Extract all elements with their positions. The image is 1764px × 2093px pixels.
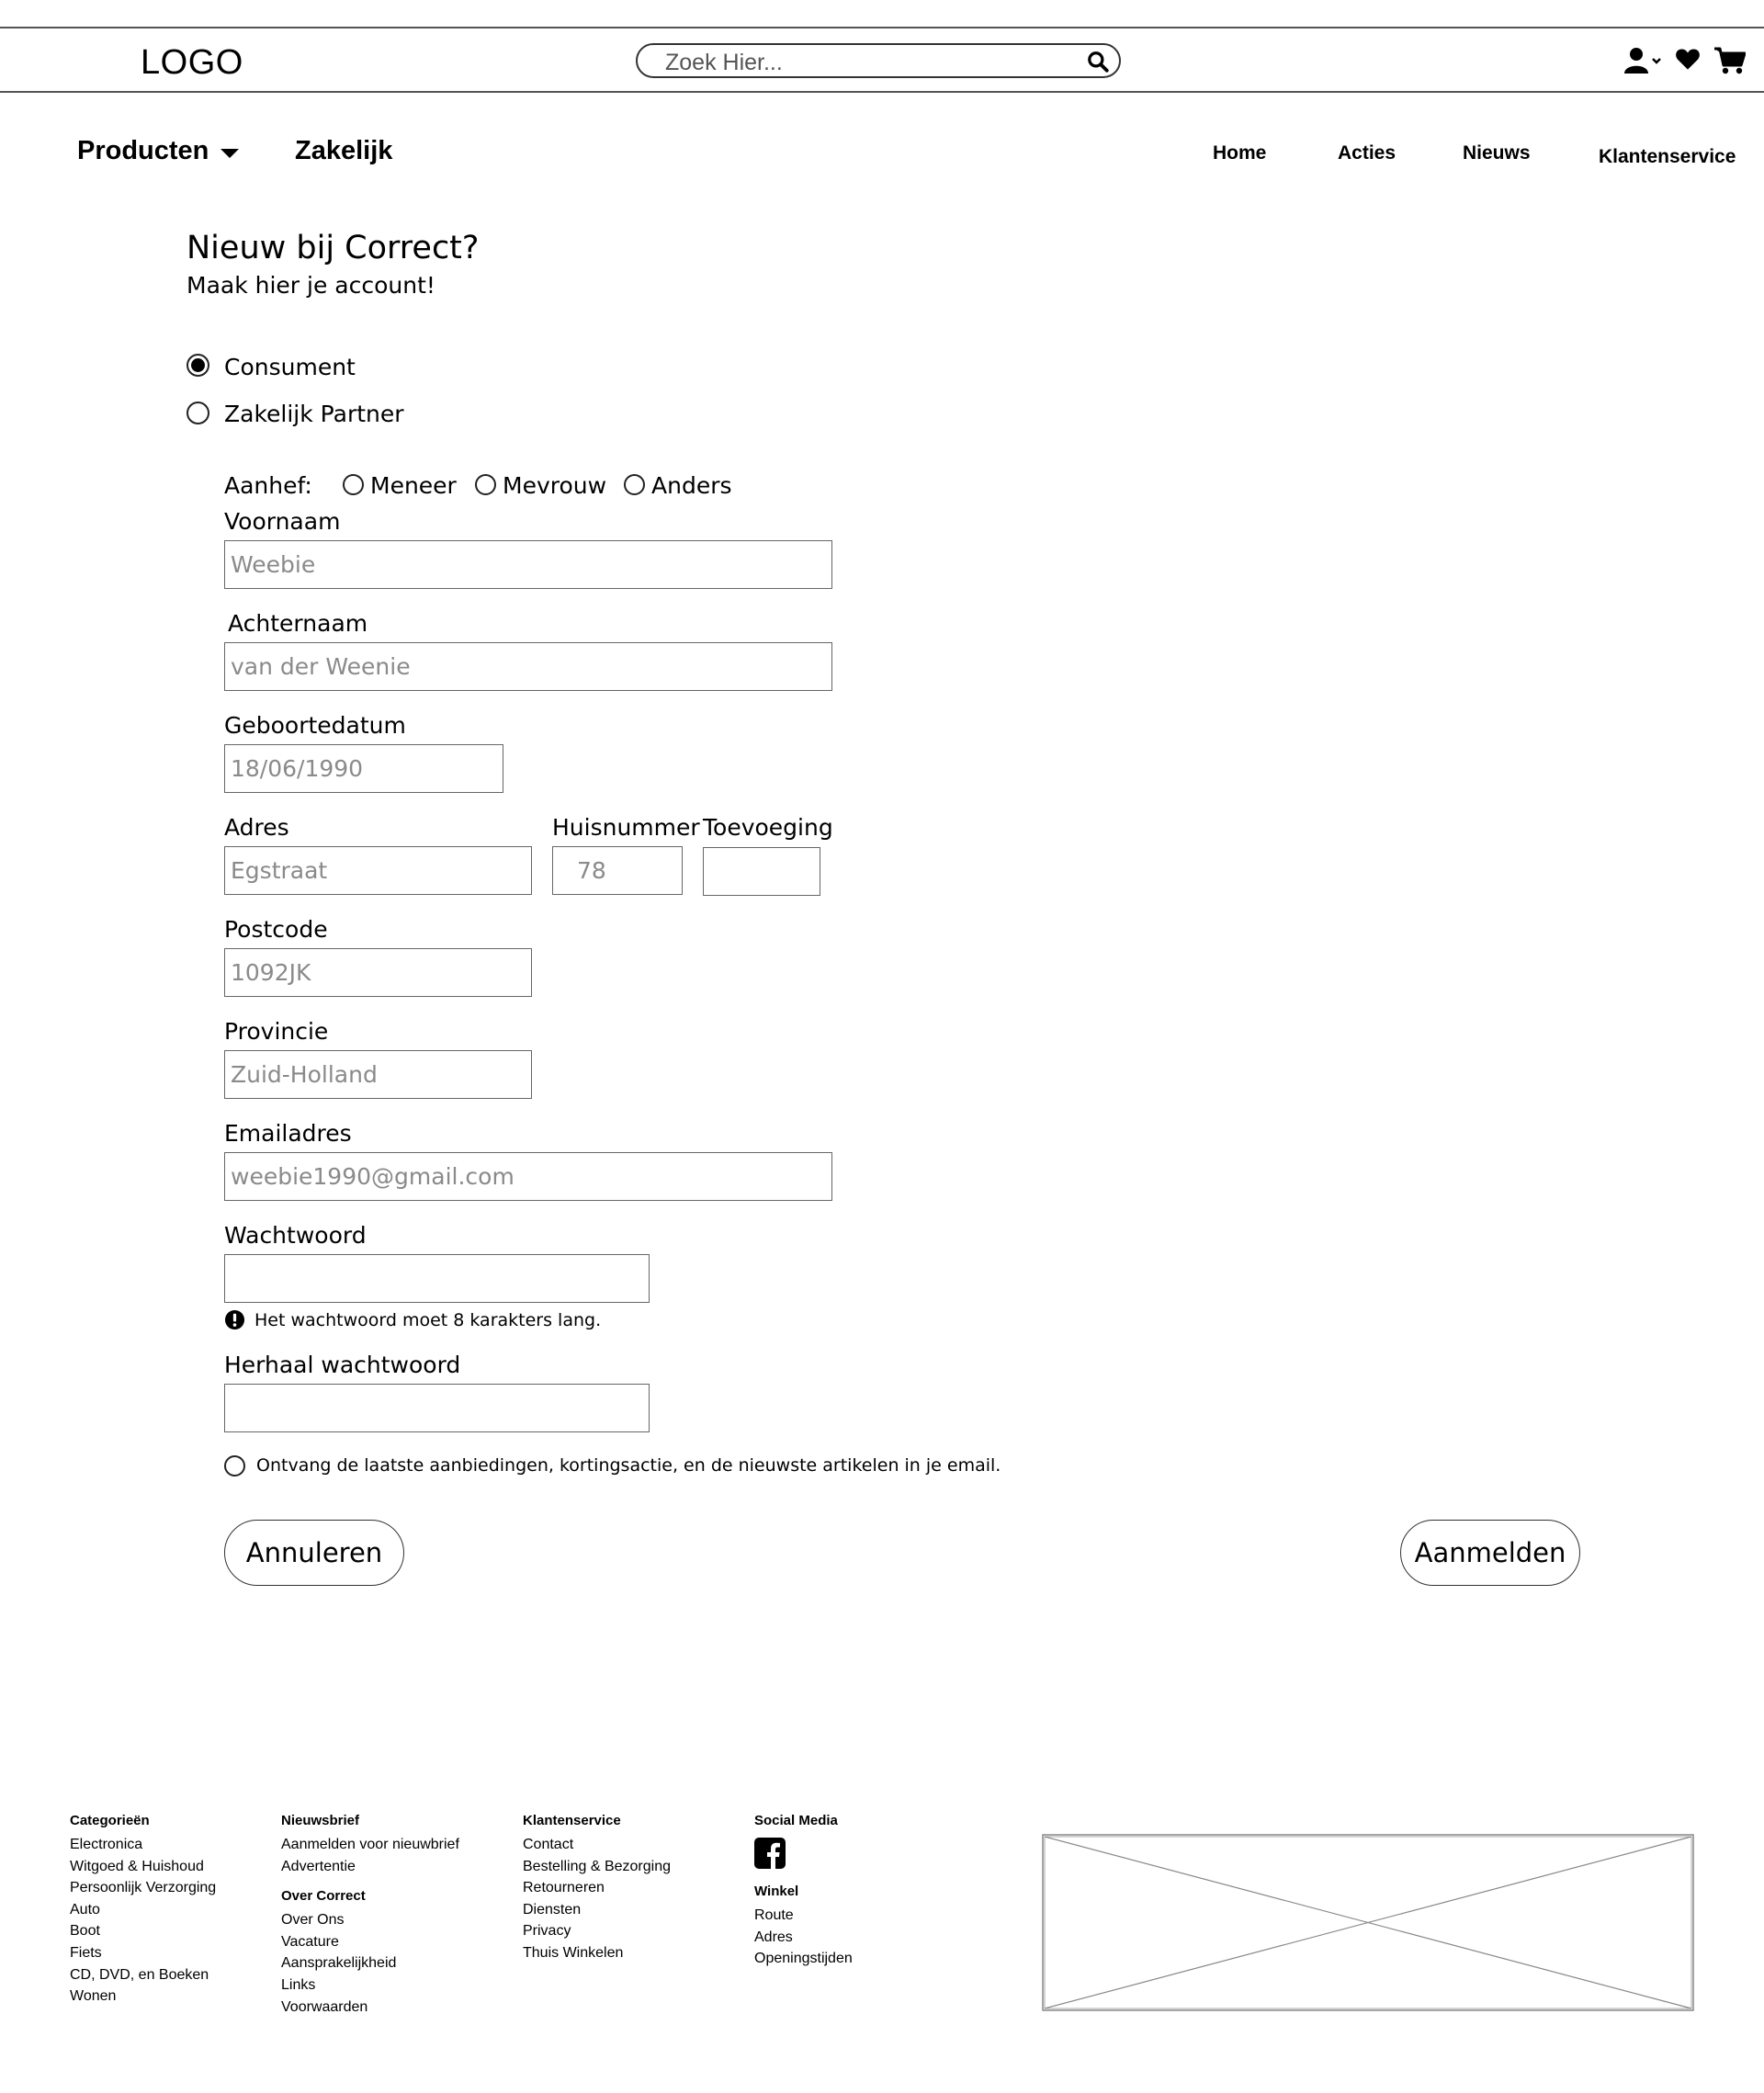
image-placeholder	[1042, 1834, 1694, 2011]
footer-categories	[70, 1813, 216, 2008]
nav-producten-label: Producten	[77, 136, 209, 165]
mevrouw-label: Mevrouw	[503, 472, 607, 499]
alert-icon	[224, 1309, 245, 1330]
postcode-label: Postcode	[224, 916, 328, 943]
aanhef-label: Aanhef:	[224, 472, 312, 499]
footer-link[interactable]: Contact	[523, 1837, 574, 1852]
achternaam-label: Achternaam	[228, 610, 368, 637]
heart-icon[interactable]	[1675, 47, 1701, 71]
voornaam-label: Voornaam	[224, 508, 341, 535]
footer-link[interactable]: Over Ons	[281, 1912, 345, 1929]
footer-link[interactable]: Vacature	[281, 1933, 339, 1950]
footer-link[interactable]: Advertentie	[281, 1858, 356, 1874]
anders-label: Anders	[651, 472, 732, 499]
footer-link[interactable]: Persoonlijk Verzorging	[70, 1880, 217, 1896]
footer-link[interactable]: Privacy	[523, 1923, 571, 1940]
facebook-icon[interactable]	[754, 1838, 786, 1869]
adres-input[interactable]: Egstraat	[224, 846, 532, 895]
herhaal-wachtwoord-label: Herhaal wachtwoord	[224, 1352, 461, 1378]
toevoeging-label: Toevoeging	[703, 814, 833, 841]
newsletter-radio[interactable]	[224, 1455, 245, 1476]
newsletter-label: Ontvang de laatste aanbiedingen, kortingsactie, en de nieuwste artikelen in je email.	[256, 1455, 1001, 1476]
footer-categories-heading: Categorieën	[70, 1813, 150, 1828]
provincie-input[interactable]: Zuid-Holland	[224, 1050, 532, 1099]
herhaal-wachtwoord-input[interactable]	[224, 1384, 650, 1432]
page-title: Nieuw bij Correct?	[187, 230, 480, 266]
meneer-radio[interactable]	[343, 474, 364, 495]
email-input[interactable]: weebie1990@gmail.com	[224, 1152, 832, 1201]
footer-store-heading: Winkel	[754, 1884, 799, 1899]
footer-link[interactable]: Electronica	[70, 1837, 143, 1852]
footer-social	[754, 1813, 853, 1970]
adres-label: Adres	[224, 814, 289, 841]
footer-newsletter-heading: Nieuwsbrief	[281, 1813, 360, 1828]
footer-social-heading: Social Media	[754, 1813, 838, 1828]
search-input[interactable]: Zoek Hier...	[665, 50, 783, 75]
user-icon[interactable]	[1624, 47, 1663, 74]
voornaam-input[interactable]: Weebie	[224, 540, 832, 589]
cart-icon[interactable]	[1714, 46, 1746, 75]
search-icon[interactable]	[1086, 50, 1110, 74]
anders-radio[interactable]	[624, 474, 645, 495]
geboortedatum-label: Geboortedatum	[224, 712, 406, 739]
footer-link[interactable]: Retourneren	[523, 1880, 605, 1896]
footer-link[interactable]: Witgoed & Huishoud	[70, 1858, 204, 1874]
huisnummer-input[interactable]: 78	[552, 846, 683, 895]
footer-about-heading: Over Correct	[281, 1888, 366, 1905]
nav-zakelijk[interactable]: Zakelijk	[295, 136, 393, 165]
postcode-input[interactable]: 1092JK	[224, 948, 532, 997]
provincie-label: Provincie	[224, 1018, 329, 1045]
footer-link[interactable]: Aansprakelijkheid	[281, 1955, 397, 1972]
footer-link[interactable]: Links	[281, 1976, 316, 1993]
footer-link[interactable]: Boot	[70, 1923, 100, 1940]
nav-home[interactable]: Home	[1213, 142, 1267, 164]
consument-label: Consument	[224, 354, 356, 380]
footer-service-heading: Klantenservice	[523, 1813, 621, 1828]
footer-link[interactable]: CD, DVD, en Boeken	[70, 1966, 209, 1983]
footer-service	[523, 1813, 671, 1964]
search-bar[interactable]	[636, 43, 1121, 78]
footer-link[interactable]: Route	[754, 1907, 794, 1923]
footer-link[interactable]: Adres	[754, 1929, 793, 1945]
page-subtitle: Maak hier je account!	[187, 272, 435, 299]
footer-link[interactable]: Auto	[70, 1901, 100, 1918]
zakelijk-partner-label: Zakelijk Partner	[224, 401, 404, 427]
footer-link[interactable]: Diensten	[523, 1901, 582, 1918]
footer-link[interactable]: Thuis Winkelen	[523, 1944, 624, 1961]
huisnummer-label: Huisnummer	[552, 814, 700, 841]
consument-radio[interactable]	[187, 354, 209, 377]
footer-link[interactable]: Aanmelden voor nieuwbrief	[281, 1837, 459, 1852]
footer-link[interactable]: Bestelling & Bezorging	[523, 1858, 671, 1874]
nav-producten[interactable]	[77, 136, 240, 166]
password-hint: Het wachtwoord moet 8 karakters lang.	[254, 1310, 602, 1330]
footer-link[interactable]: Openingstijden	[754, 1951, 853, 1967]
footer-link[interactable]: Voorwaarden	[281, 1998, 368, 2015]
zakelijk-partner-radio[interactable]	[187, 402, 209, 424]
footer-newsletter	[281, 1813, 459, 2018]
geboortedatum-input[interactable]: 18/06/1990	[224, 744, 503, 793]
caret-down-icon	[220, 148, 240, 159]
achternaam-input[interactable]: van der Weenie	[224, 642, 832, 691]
annuleren-button[interactable]: Annuleren	[224, 1520, 404, 1586]
footer-link[interactable]: Fiets	[70, 1944, 102, 1961]
wachtwoord-input[interactable]	[224, 1254, 650, 1303]
nav-klantenservice[interactable]: Klantenservice	[1599, 146, 1736, 167]
meneer-label: Meneer	[370, 472, 457, 499]
nav-acties[interactable]: Acties	[1338, 142, 1396, 164]
logo[interactable]: LOGO	[141, 43, 243, 82]
email-label: Emailadres	[224, 1120, 352, 1147]
footer-link[interactable]: Wonen	[70, 1988, 117, 2005]
mevrouw-radio[interactable]	[475, 474, 496, 495]
aanmelden-button[interactable]: Aanmelden	[1400, 1520, 1580, 1586]
wachtwoord-label: Wachtwoord	[224, 1222, 367, 1249]
toevoeging-input[interactable]	[703, 847, 820, 896]
nav-nieuws[interactable]: Nieuws	[1463, 142, 1531, 164]
